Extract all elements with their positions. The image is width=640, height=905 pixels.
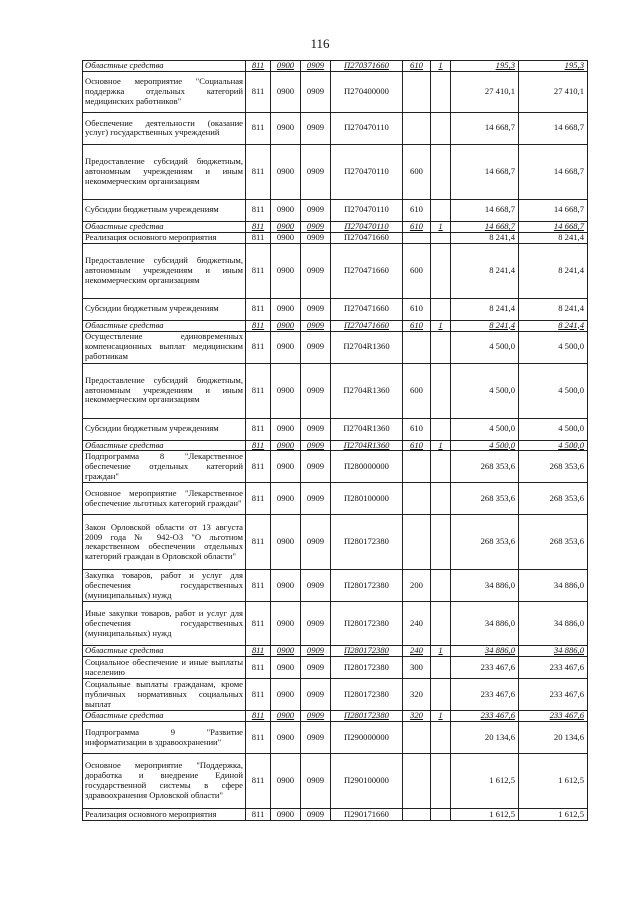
row-code-expense-type	[403, 112, 431, 144]
row-name: Социальное обеспечение и иные выплаты населению	[83, 657, 246, 679]
table-body	[83, 61, 588, 821]
row-value-2: 195,3	[519, 61, 588, 72]
row-code-section: 0900	[271, 679, 301, 711]
row-code-target: П280000000	[331, 451, 403, 483]
row-name: Закупка товаров, работ и услуг для обеспечения государственных (муниципальных) нужд	[83, 570, 246, 602]
row-value-1: 268 353,6	[451, 515, 519, 570]
row-name: Областные средства	[83, 646, 246, 657]
table-row	[83, 754, 588, 809]
row-code-funding	[431, 363, 451, 418]
row-code-funding	[431, 199, 451, 221]
row-code-expense-type	[403, 809, 431, 821]
row-value-1: 14 668,7	[451, 221, 519, 232]
row-value-1: 20 134,6	[451, 722, 519, 754]
row-code-funding	[431, 515, 451, 570]
row-code-subsection: 0909	[301, 418, 331, 440]
row-code-ministry: 811	[246, 418, 271, 440]
row-value-1: 8 241,4	[451, 298, 519, 320]
table-row	[83, 711, 588, 722]
row-value-1: 27 410,1	[451, 71, 519, 112]
row-code-funding	[431, 418, 451, 440]
table-row	[83, 809, 588, 821]
row-code-ministry: 811	[246, 809, 271, 821]
row-code-expense-type: 600	[403, 363, 431, 418]
row-code-section: 0900	[271, 232, 301, 243]
row-value-2: 34 886,0	[519, 602, 588, 646]
row-code-subsection: 0909	[301, 809, 331, 821]
row-code-target: П280172380	[331, 679, 403, 711]
row-value-1: 8 241,4	[451, 243, 519, 298]
row-code-funding	[431, 483, 451, 515]
row-code-target: П270371660	[331, 61, 403, 72]
row-name: Субсидии бюджетным учреждениям	[83, 418, 246, 440]
row-code-section: 0900	[271, 418, 301, 440]
row-code-subsection: 0909	[301, 243, 331, 298]
row-code-subsection: 0909	[301, 711, 331, 722]
row-code-ministry: 811	[246, 515, 271, 570]
row-name: Обеспечение деятельности (оказание услуг) государственных учреждений	[83, 112, 246, 144]
row-code-section: 0900	[271, 363, 301, 418]
row-code-section: 0900	[271, 657, 301, 679]
row-code-ministry: 811	[246, 570, 271, 602]
row-code-section: 0900	[271, 809, 301, 821]
row-name: Реализация основного мероприятия	[83, 809, 246, 821]
row-code-expense-type	[403, 515, 431, 570]
row-code-section: 0900	[271, 199, 301, 221]
table-row	[83, 646, 588, 657]
row-code-expense-type	[403, 722, 431, 754]
row-code-funding	[431, 243, 451, 298]
row-value-1: 14 668,7	[451, 144, 519, 199]
row-code-section: 0900	[271, 722, 301, 754]
row-code-expense-type: 300	[403, 657, 431, 679]
row-code-target: П2704R1360	[331, 418, 403, 440]
row-code-funding	[431, 232, 451, 243]
row-name: Областные средства	[83, 440, 246, 451]
row-code-ministry: 811	[246, 320, 271, 331]
row-name: Подпрограмма 9 "Развитие информатизации в здравоохранении"	[83, 722, 246, 754]
row-code-ministry: 811	[246, 363, 271, 418]
row-code-target: П280172380	[331, 602, 403, 646]
row-code-expense-type: 610	[403, 61, 431, 72]
table-row	[83, 570, 588, 602]
row-code-target: П270470110	[331, 199, 403, 221]
row-name: Закон Орловской области от 13 августа 2009 года № 942-ОЗ "О льготном лекарственном обеспечении отдельных категорий граждан в Орловской области"	[83, 515, 246, 570]
row-code-funding: 1	[431, 61, 451, 72]
row-value-2: 4 500,0	[519, 331, 588, 363]
table-row	[83, 320, 588, 331]
row-value-1: 1 612,5	[451, 809, 519, 821]
row-code-subsection: 0909	[301, 331, 331, 363]
row-value-2: 268 353,6	[519, 451, 588, 483]
row-value-2: 14 668,7	[519, 144, 588, 199]
table-row	[83, 112, 588, 144]
row-name: Областные средства	[83, 61, 246, 72]
row-value-1: 233 467,6	[451, 711, 519, 722]
table-row	[83, 440, 588, 451]
row-code-ministry: 811	[246, 602, 271, 646]
row-code-target: П280172380	[331, 570, 403, 602]
row-code-section: 0900	[271, 298, 301, 320]
row-code-funding	[431, 657, 451, 679]
row-code-ministry: 811	[246, 298, 271, 320]
row-code-ministry: 811	[246, 483, 271, 515]
row-value-2: 34 886,0	[519, 570, 588, 602]
row-code-target: П270471660	[331, 320, 403, 331]
row-code-subsection: 0909	[301, 646, 331, 657]
row-name: Осуществление единовременных компенсационных выплат медицинским работникам	[83, 331, 246, 363]
row-code-expense-type: 240	[403, 602, 431, 646]
table-row	[83, 232, 588, 243]
row-code-funding	[431, 71, 451, 112]
row-code-section: 0900	[271, 451, 301, 483]
row-code-target: П270470110	[331, 144, 403, 199]
row-code-ministry: 811	[246, 440, 271, 451]
row-code-funding: 1	[431, 320, 451, 331]
row-value-1: 268 353,6	[451, 451, 519, 483]
row-value-2: 34 886,0	[519, 646, 588, 657]
row-value-1: 14 668,7	[451, 112, 519, 144]
row-value-1: 34 886,0	[451, 602, 519, 646]
row-code-target: П270470110	[331, 221, 403, 232]
row-code-funding	[431, 451, 451, 483]
row-value-1: 268 353,6	[451, 483, 519, 515]
table-row	[83, 221, 588, 232]
row-code-funding	[431, 144, 451, 199]
row-code-funding	[431, 112, 451, 144]
row-code-target: П280172380	[331, 711, 403, 722]
row-code-subsection: 0909	[301, 570, 331, 602]
row-value-1: 14 668,7	[451, 199, 519, 221]
table-row	[83, 515, 588, 570]
row-code-funding	[431, 570, 451, 602]
row-code-target: П270471660	[331, 232, 403, 243]
row-code-subsection: 0909	[301, 320, 331, 331]
row-name: Подпрограмма 8 "Лекарственное обеспечение отдельных категорий граждан"	[83, 451, 246, 483]
row-code-ministry: 811	[246, 646, 271, 657]
row-code-subsection: 0909	[301, 483, 331, 515]
row-code-funding: 1	[431, 440, 451, 451]
row-code-subsection: 0909	[301, 363, 331, 418]
row-code-expense-type: 610	[403, 221, 431, 232]
row-code-expense-type: 610	[403, 298, 431, 320]
row-code-funding	[431, 754, 451, 809]
row-code-target: П290100000	[331, 754, 403, 809]
row-code-expense-type: 320	[403, 679, 431, 711]
table-row	[83, 144, 588, 199]
row-code-funding	[431, 722, 451, 754]
row-code-ministry: 811	[246, 144, 271, 199]
row-value-1: 34 886,0	[451, 570, 519, 602]
row-value-2: 4 500,0	[519, 418, 588, 440]
row-value-2: 14 668,7	[519, 199, 588, 221]
row-code-expense-type	[403, 483, 431, 515]
row-code-target: П2704R1360	[331, 363, 403, 418]
row-code-ministry: 811	[246, 199, 271, 221]
row-code-target: П270471660	[331, 243, 403, 298]
row-code-section: 0900	[271, 112, 301, 144]
table-row	[83, 418, 588, 440]
row-name: Реализация основного мероприятия	[83, 232, 246, 243]
table-row	[83, 298, 588, 320]
row-code-subsection: 0909	[301, 112, 331, 144]
page-number: 116	[310, 36, 330, 51]
table-row	[83, 451, 588, 483]
row-name: Предоставление субсидий бюджетным, автономным учреждениям и иным некоммерческим организациям	[83, 243, 246, 298]
row-code-subsection: 0909	[301, 71, 331, 112]
table-row	[83, 71, 588, 112]
row-name: Предоставление субсидий бюджетным, автономным учреждениям и иным некоммерческим организациям	[83, 144, 246, 199]
row-code-section: 0900	[271, 144, 301, 199]
row-code-expense-type	[403, 451, 431, 483]
row-code-section: 0900	[271, 440, 301, 451]
row-code-expense-type: 610	[403, 418, 431, 440]
row-code-subsection: 0909	[301, 61, 331, 72]
row-name: Субсидии бюджетным учреждениям	[83, 199, 246, 221]
row-value-2: 27 410,1	[519, 71, 588, 112]
row-code-section: 0900	[271, 602, 301, 646]
row-value-1: 8 241,4	[451, 232, 519, 243]
row-code-ministry: 811	[246, 754, 271, 809]
row-code-funding	[431, 331, 451, 363]
row-value-1: 4 500,0	[451, 331, 519, 363]
table-row	[83, 199, 588, 221]
row-code-expense-type: 320	[403, 711, 431, 722]
row-code-section: 0900	[271, 71, 301, 112]
row-value-1: 1 612,5	[451, 754, 519, 809]
row-value-2: 268 353,6	[519, 483, 588, 515]
table-row	[83, 243, 588, 298]
row-code-funding: 1	[431, 221, 451, 232]
row-code-expense-type: 600	[403, 144, 431, 199]
row-code-funding	[431, 298, 451, 320]
row-code-subsection: 0909	[301, 199, 331, 221]
row-code-subsection: 0909	[301, 298, 331, 320]
table-row	[83, 363, 588, 418]
row-value-2: 8 241,4	[519, 243, 588, 298]
row-code-expense-type: 610	[403, 320, 431, 331]
row-value-1: 4 500,0	[451, 418, 519, 440]
row-code-target: П270470110	[331, 112, 403, 144]
row-code-target: П280172380	[331, 657, 403, 679]
row-value-2: 1 612,5	[519, 809, 588, 821]
table-row	[83, 679, 588, 711]
budget-table	[82, 60, 588, 821]
row-name: Основное мероприятие "Поддержка, доработка и внедрение Единой государственной системы в сфере здравоохранения Орловской области"	[83, 754, 246, 809]
row-code-target: П2704R1360	[331, 331, 403, 363]
table-row	[83, 722, 588, 754]
row-code-subsection: 0909	[301, 144, 331, 199]
row-code-funding	[431, 679, 451, 711]
row-code-target: П290000000	[331, 722, 403, 754]
row-code-ministry: 811	[246, 232, 271, 243]
row-code-section: 0900	[271, 243, 301, 298]
row-code-target: П280172380	[331, 515, 403, 570]
row-value-2: 233 467,6	[519, 679, 588, 711]
row-value-1: 195,3	[451, 61, 519, 72]
row-value-2: 8 241,4	[519, 320, 588, 331]
row-code-subsection: 0909	[301, 451, 331, 483]
table-row	[83, 483, 588, 515]
row-code-expense-type	[403, 754, 431, 809]
row-code-target: П280100000	[331, 483, 403, 515]
table-row	[83, 331, 588, 363]
row-name: Областные средства	[83, 221, 246, 232]
row-code-ministry: 811	[246, 221, 271, 232]
row-name: Областные средства	[83, 320, 246, 331]
row-value-1: 4 500,0	[451, 363, 519, 418]
row-code-section: 0900	[271, 711, 301, 722]
row-code-target: П270400000	[331, 71, 403, 112]
row-code-expense-type	[403, 71, 431, 112]
row-code-section: 0900	[271, 221, 301, 232]
row-code-section: 0900	[271, 570, 301, 602]
table-row	[83, 657, 588, 679]
row-code-ministry: 811	[246, 112, 271, 144]
row-code-subsection: 0909	[301, 232, 331, 243]
row-name: Социальные выплаты гражданам, кроме публичных нормативных социальных выплат	[83, 679, 246, 711]
row-value-1: 34 886,0	[451, 646, 519, 657]
row-value-2: 14 668,7	[519, 221, 588, 232]
row-code-section: 0900	[271, 61, 301, 72]
row-code-target: П270471660	[331, 298, 403, 320]
row-value-2: 233 467,6	[519, 657, 588, 679]
row-value-1: 233 467,6	[451, 679, 519, 711]
row-name: Иные закупки товаров, работ и услуг для обеспечения государственных (муниципальных) нужд	[83, 602, 246, 646]
row-code-ministry: 811	[246, 711, 271, 722]
row-code-section: 0900	[271, 483, 301, 515]
row-code-ministry: 811	[246, 679, 271, 711]
row-code-section: 0900	[271, 754, 301, 809]
row-value-2: 1 612,5	[519, 754, 588, 809]
row-code-ministry: 811	[246, 657, 271, 679]
row-code-subsection: 0909	[301, 440, 331, 451]
row-name: Субсидии бюджетным учреждениям	[83, 298, 246, 320]
row-code-subsection: 0909	[301, 602, 331, 646]
row-code-funding	[431, 602, 451, 646]
row-code-ministry: 811	[246, 71, 271, 112]
row-value-2: 233 467,6	[519, 711, 588, 722]
row-code-subsection: 0909	[301, 515, 331, 570]
row-code-expense-type	[403, 232, 431, 243]
row-value-2: 4 500,0	[519, 363, 588, 418]
row-code-funding: 1	[431, 646, 451, 657]
row-code-section: 0900	[271, 515, 301, 570]
row-code-target: П280172380	[331, 646, 403, 657]
row-name: Основное мероприятие "Лекарственное обеспечение льготных категорий граждан"	[83, 483, 246, 515]
row-code-ministry: 811	[246, 722, 271, 754]
row-value-1: 8 241,4	[451, 320, 519, 331]
row-code-ministry: 811	[246, 451, 271, 483]
row-code-subsection: 0909	[301, 221, 331, 232]
row-value-2: 8 241,4	[519, 232, 588, 243]
row-name: Областные средства	[83, 711, 246, 722]
row-code-ministry: 811	[246, 243, 271, 298]
row-code-ministry: 811	[246, 61, 271, 72]
row-value-2: 20 134,6	[519, 722, 588, 754]
row-code-expense-type	[403, 331, 431, 363]
row-code-expense-type: 200	[403, 570, 431, 602]
row-code-funding: 1	[431, 711, 451, 722]
row-code-section: 0900	[271, 331, 301, 363]
row-code-funding	[431, 809, 451, 821]
row-code-section: 0900	[271, 320, 301, 331]
table-row	[83, 602, 588, 646]
row-code-ministry: 811	[246, 331, 271, 363]
row-code-target: П290171660	[331, 809, 403, 821]
row-value-2: 14 668,7	[519, 112, 588, 144]
row-value-2: 4 500,0	[519, 440, 588, 451]
row-code-expense-type: 600	[403, 243, 431, 298]
row-value-1: 233 467,6	[451, 657, 519, 679]
row-code-expense-type: 240	[403, 646, 431, 657]
row-code-subsection: 0909	[301, 657, 331, 679]
row-code-expense-type: 610	[403, 440, 431, 451]
row-name: Предоставление субсидий бюджетным, автономным учреждениям и иным некоммерческим организациям	[83, 363, 246, 418]
row-value-2: 268 353,6	[519, 515, 588, 570]
row-code-subsection: 0909	[301, 679, 331, 711]
row-code-subsection: 0909	[301, 722, 331, 754]
row-name: Основное мероприятие "Социальная поддержка отдельных категорий медицинских работников"	[83, 71, 246, 112]
row-code-target: П2704R1360	[331, 440, 403, 451]
row-code-subsection: 0909	[301, 754, 331, 809]
row-value-1: 4 500,0	[451, 440, 519, 451]
row-code-expense-type: 610	[403, 199, 431, 221]
row-code-section: 0900	[271, 646, 301, 657]
table-row	[83, 61, 588, 72]
row-value-2: 8 241,4	[519, 298, 588, 320]
